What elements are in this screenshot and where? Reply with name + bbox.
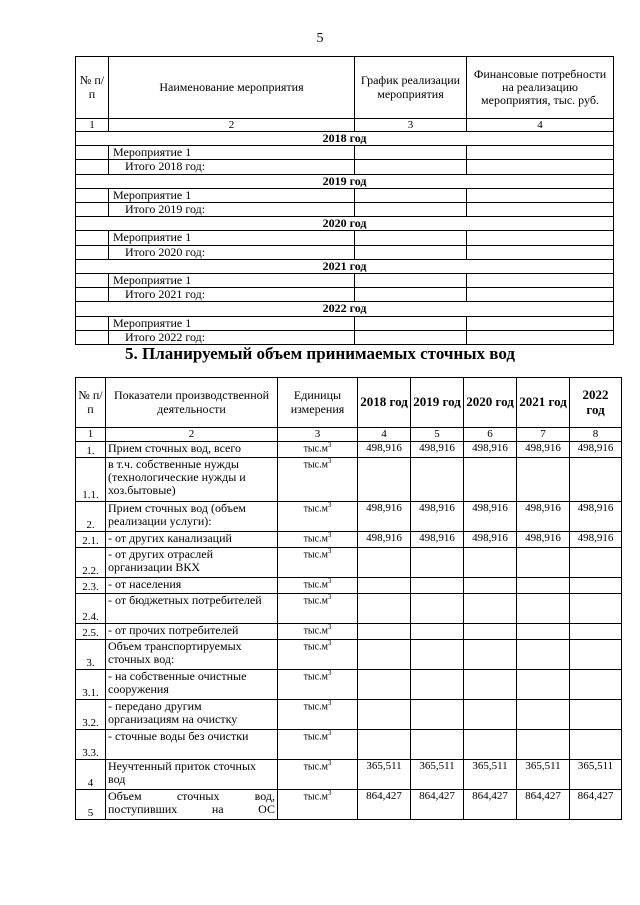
value-cell <box>517 640 570 670</box>
value-cell <box>570 624 622 640</box>
col-number: 2 <box>106 428 278 442</box>
events-table <box>75 56 614 345</box>
unit-cell <box>278 458 358 502</box>
indicator-row <box>76 670 622 700</box>
value-cell: 365,511 <box>411 760 464 790</box>
col-number: 3 <box>278 428 358 442</box>
cell-finance <box>467 245 614 259</box>
cell-finance <box>467 160 614 174</box>
unit-superscript: 3 <box>327 639 332 647</box>
column-numbers-row <box>76 119 614 132</box>
indicator-name: в т.ч. собственные нужды (технологические нужды и хоз.бытовые) <box>106 458 278 502</box>
unit-cell <box>278 790 358 820</box>
cell-no <box>76 188 109 202</box>
value-cell <box>411 578 464 594</box>
value-cell <box>358 640 411 670</box>
row-number: 2.3. <box>76 578 106 594</box>
indicator-name: - от населения <box>106 578 278 594</box>
indicator-row <box>76 532 622 548</box>
indicator-row <box>76 548 622 578</box>
value-cell <box>517 700 570 730</box>
indicator-row <box>76 502 622 532</box>
row-number: 3. <box>76 640 106 670</box>
col-number: 8 <box>570 428 622 442</box>
indicator-row <box>76 790 622 820</box>
value-cell: 498,916 <box>411 532 464 548</box>
col-number: 6 <box>464 428 517 442</box>
value-cell <box>464 670 517 700</box>
value-cell: 498,916 <box>464 502 517 532</box>
value-cell: 365,511 <box>358 760 411 790</box>
total-label: Итого 2021 год: <box>109 288 355 302</box>
value-cell <box>517 548 570 578</box>
value-cell: 864,427 <box>464 790 517 820</box>
value-cell: 498,916 <box>464 532 517 548</box>
total-label: Итого 2022 год: <box>109 330 355 344</box>
indicator-name: - от других канализаций <box>106 532 278 548</box>
col-number: 2 <box>109 119 355 132</box>
cell-no <box>76 203 109 217</box>
value-cell <box>517 730 570 760</box>
unit-superscript: 3 <box>327 457 332 465</box>
cell-finance <box>467 188 614 202</box>
value-cell: 498,916 <box>464 442 517 458</box>
indicator-row <box>76 578 622 594</box>
total-label: Итого 2019 год: <box>109 203 355 217</box>
cell-schedule <box>355 203 467 217</box>
value-cell <box>517 670 570 700</box>
value-cell <box>570 640 622 670</box>
cell-schedule <box>355 288 467 302</box>
value-cell: 498,916 <box>517 442 570 458</box>
value-cell: 864,427 <box>358 790 411 820</box>
unit-cell <box>278 442 358 458</box>
unit-cell <box>278 548 358 578</box>
unit-text: тыс.м <box>303 731 328 743</box>
value-cell: 498,916 <box>358 502 411 532</box>
unit-text: тыс.м <box>303 791 328 803</box>
cell-no <box>76 288 109 302</box>
event-name: Мероприятие 1 <box>109 273 355 287</box>
event-name: Мероприятие 1 <box>109 231 355 245</box>
unit-superscript: 3 <box>327 547 332 555</box>
header-no: № п/п <box>76 378 106 428</box>
indicator-row <box>76 442 622 458</box>
year-row <box>76 174 614 188</box>
row-number: 3.3. <box>76 730 106 760</box>
value-cell <box>358 458 411 502</box>
unit-cell <box>278 578 358 594</box>
cell-finance <box>467 330 614 344</box>
value-cell: 864,427 <box>517 790 570 820</box>
value-cell: 365,511 <box>464 760 517 790</box>
value-cell: 498,916 <box>570 532 622 548</box>
col-number: 1 <box>76 119 109 132</box>
unit-cell <box>278 594 358 624</box>
unit-superscript: 3 <box>327 441 332 449</box>
cell-no <box>76 245 109 259</box>
cell-no <box>76 231 109 245</box>
wastewater-table <box>75 377 622 820</box>
col-number: 3 <box>355 119 467 132</box>
value-cell <box>358 594 411 624</box>
unit-text: тыс.м <box>303 761 328 773</box>
unit-cell <box>278 670 358 700</box>
value-cell: 498,916 <box>570 442 622 458</box>
unit-superscript: 3 <box>327 577 332 585</box>
col-number: 1 <box>76 428 106 442</box>
header-unit: Единицы измерения <box>278 378 358 428</box>
cell-finance <box>467 288 614 302</box>
total-row <box>76 288 614 302</box>
value-cell <box>464 548 517 578</box>
year-label: 2020 год <box>76 217 614 231</box>
value-cell: 365,511 <box>570 760 622 790</box>
header-year-2020: 2020 год <box>464 378 517 428</box>
indicator-name: - сточные воды без очистки <box>106 730 278 760</box>
events-table-body <box>76 132 614 345</box>
indicator-row <box>76 640 622 670</box>
column-numbers-row <box>76 428 622 442</box>
unit-text: тыс.м <box>303 459 328 471</box>
row-number: 2.2. <box>76 548 106 578</box>
event-name: Мероприятие 1 <box>109 146 355 160</box>
value-cell: 365,511 <box>517 760 570 790</box>
indicator-row <box>76 730 622 760</box>
wastewater-table-header <box>76 378 622 428</box>
cell-no <box>76 146 109 160</box>
cell-finance <box>467 273 614 287</box>
value-cell <box>411 640 464 670</box>
value-cell <box>411 670 464 700</box>
indicator-name: - от других отраслей организации ВКХ <box>106 548 278 578</box>
unit-superscript: 3 <box>327 593 332 601</box>
header-event-name: Наименование мероприятия <box>109 57 355 119</box>
value-cell <box>517 578 570 594</box>
year-row <box>76 217 614 231</box>
indicator-row <box>76 624 622 640</box>
unit-text: тыс.м <box>303 595 328 607</box>
unit-cell <box>278 624 358 640</box>
total-row <box>76 203 614 217</box>
value-cell: 498,916 <box>411 442 464 458</box>
unit-cell <box>278 640 358 670</box>
value-cell <box>464 594 517 624</box>
value-cell <box>411 548 464 578</box>
header-no: № п/п <box>76 57 109 119</box>
header-year-2022: 2022 год <box>570 378 622 428</box>
row-number: 3.2. <box>76 700 106 730</box>
year-label: 2021 год <box>76 259 614 273</box>
unit-superscript: 3 <box>327 699 332 707</box>
value-cell: 498,916 <box>517 502 570 532</box>
value-cell <box>358 578 411 594</box>
value-cell <box>358 730 411 760</box>
value-cell: 498,916 <box>517 532 570 548</box>
unit-cell <box>278 700 358 730</box>
unit-cell <box>278 730 358 760</box>
total-label: Итого 2018 год: <box>109 160 355 174</box>
value-cell: 864,427 <box>570 790 622 820</box>
value-cell <box>464 640 517 670</box>
value-cell <box>570 670 622 700</box>
year-row <box>76 132 614 146</box>
cell-schedule <box>355 146 467 160</box>
indicator-name: Объем сточных вод, поступивших на ОС <box>106 790 278 820</box>
year-label: 2018 год <box>76 132 614 146</box>
year-label: 2019 год <box>76 174 614 188</box>
value-cell <box>411 700 464 730</box>
col-number: 7 <box>517 428 570 442</box>
cell-no <box>76 273 109 287</box>
value-cell: 498,916 <box>411 502 464 532</box>
row-number: 1.1. <box>76 458 106 502</box>
header-year-2018: 2018 год <box>358 378 411 428</box>
row-number: 2. <box>76 502 106 532</box>
cell-schedule <box>355 160 467 174</box>
header-indicator: Показатели производственной деятельности <box>106 378 278 428</box>
cell-schedule <box>355 188 467 202</box>
unit-text: тыс.м <box>303 671 328 683</box>
unit-superscript: 3 <box>327 759 332 767</box>
event-name: Мероприятие 1 <box>109 316 355 330</box>
col-number: 4 <box>467 119 614 132</box>
event-row <box>76 316 614 330</box>
value-cell <box>570 548 622 578</box>
col-number: 4 <box>358 428 411 442</box>
indicator-row <box>76 594 622 624</box>
value-cell <box>411 730 464 760</box>
events-table-header <box>76 57 614 119</box>
cell-finance <box>467 203 614 217</box>
cell-finance <box>467 146 614 160</box>
unit-superscript: 3 <box>327 789 332 797</box>
cell-schedule <box>355 330 467 344</box>
cell-finance <box>467 316 614 330</box>
unit-text: тыс.м <box>303 625 328 637</box>
unit-text: тыс.м <box>303 641 328 653</box>
value-cell <box>517 624 570 640</box>
unit-text: тыс.м <box>303 579 328 591</box>
unit-superscript: 3 <box>327 623 332 631</box>
indicator-name: Прием сточных вод, всего <box>106 442 278 458</box>
value-cell: 498,916 <box>570 502 622 532</box>
value-cell: 498,916 <box>358 442 411 458</box>
year-label: 2022 год <box>76 302 614 316</box>
indicator-name: - передано другим организациям на очистку <box>106 700 278 730</box>
cell-schedule <box>355 245 467 259</box>
indicator-name: Объем транспортируемых сточных вод: <box>106 640 278 670</box>
section-title: 5. Планируемый объем принимаемых сточных вод <box>125 344 515 363</box>
header-year-2019: 2019 год <box>411 378 464 428</box>
cell-finance <box>467 231 614 245</box>
value-cell <box>464 700 517 730</box>
total-label: Итого 2020 год: <box>109 245 355 259</box>
page-number: 5 <box>316 31 324 46</box>
value-cell <box>464 458 517 502</box>
total-row <box>76 160 614 174</box>
value-cell <box>358 670 411 700</box>
value-cell <box>464 578 517 594</box>
col-number: 5 <box>411 428 464 442</box>
event-name: Мероприятие 1 <box>109 188 355 202</box>
year-row <box>76 302 614 316</box>
header-finance: Финансовые потребности на реализацию мероприятия, тыс. руб. <box>467 57 614 119</box>
indicator-row <box>76 760 622 790</box>
value-cell <box>358 700 411 730</box>
unit-text: тыс.м <box>303 443 328 455</box>
total-row <box>76 245 614 259</box>
event-row <box>76 188 614 202</box>
value-cell <box>411 458 464 502</box>
indicator-row <box>76 458 622 502</box>
cell-schedule <box>355 273 467 287</box>
value-cell: 498,916 <box>358 532 411 548</box>
unit-cell <box>278 760 358 790</box>
unit-superscript: 3 <box>327 669 332 677</box>
value-cell <box>411 594 464 624</box>
row-number: 1. <box>76 442 106 458</box>
cell-schedule <box>355 231 467 245</box>
unit-text: тыс.м <box>303 503 328 515</box>
row-number: 2.5. <box>76 624 106 640</box>
event-row <box>76 231 614 245</box>
year-row <box>76 259 614 273</box>
event-row <box>76 273 614 287</box>
value-cell <box>570 730 622 760</box>
unit-text: тыс.м <box>303 533 328 545</box>
value-cell <box>517 458 570 502</box>
indicator-name: - от прочих потребителей <box>106 624 278 640</box>
unit-superscript: 3 <box>327 531 332 539</box>
value-cell <box>411 624 464 640</box>
value-cell: 864,427 <box>411 790 464 820</box>
unit-superscript: 3 <box>327 729 332 737</box>
cell-no <box>76 330 109 344</box>
row-number: 5 <box>76 790 106 820</box>
value-cell <box>570 700 622 730</box>
indicator-row <box>76 700 622 730</box>
row-number: 2.4. <box>76 594 106 624</box>
value-cell <box>570 458 622 502</box>
unit-text: тыс.м <box>303 701 328 713</box>
event-row <box>76 146 614 160</box>
unit-cell <box>278 502 358 532</box>
wastewater-table-body <box>76 442 622 820</box>
value-cell <box>570 594 622 624</box>
value-cell <box>358 548 411 578</box>
indicator-name: Прием сточных вод (объем реализации услуги): <box>106 502 278 532</box>
row-number: 2.1. <box>76 532 106 548</box>
row-number: 3.1. <box>76 670 106 700</box>
value-cell <box>358 624 411 640</box>
unit-superscript: 3 <box>327 501 332 509</box>
cell-no <box>76 316 109 330</box>
value-cell <box>464 730 517 760</box>
unit-text: тыс.м <box>303 549 328 561</box>
unit-cell <box>278 532 358 548</box>
total-row <box>76 330 614 344</box>
cell-schedule <box>355 316 467 330</box>
header-year-2021: 2021 год <box>517 378 570 428</box>
indicator-name: Неучтенный приток сточных вод <box>106 760 278 790</box>
indicator-name: - от бюджетных потребителей <box>106 594 278 624</box>
value-cell <box>570 578 622 594</box>
value-cell <box>464 624 517 640</box>
indicator-name: - на собственные очистные сооружения <box>106 670 278 700</box>
header-schedule: График реализации мероприятия <box>355 57 467 119</box>
row-number: 4 <box>76 760 106 790</box>
value-cell <box>517 594 570 624</box>
cell-no <box>76 160 109 174</box>
